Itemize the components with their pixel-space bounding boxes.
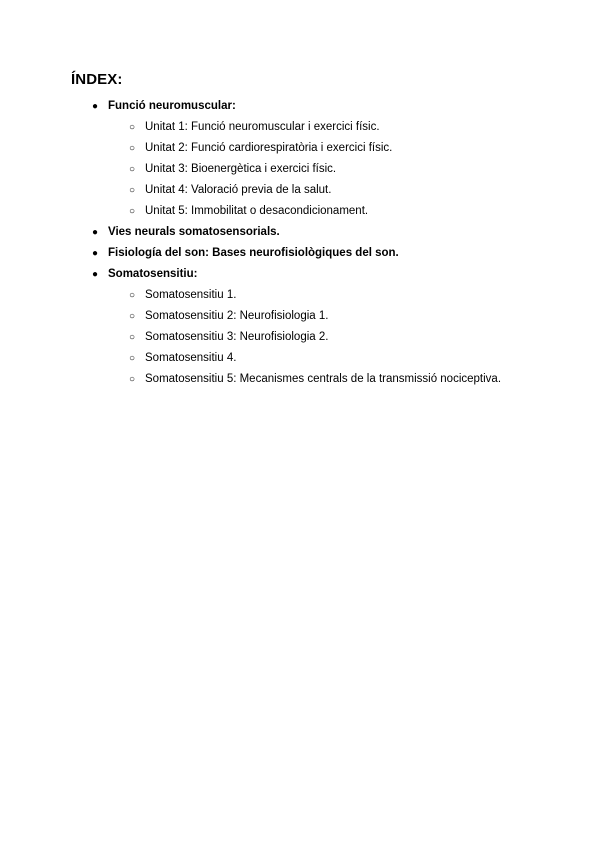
hollow-bullet-icon: ○: [128, 206, 136, 217]
section-item: [0, 264, 600, 285]
filled-bullet-icon: ●: [91, 269, 99, 280]
hollow-bullet-icon: ○: [128, 143, 136, 154]
subsection-item: [0, 306, 600, 327]
subsection-item: [0, 369, 600, 390]
filled-bullet-icon: ●: [91, 248, 99, 259]
index-title: ÍNDEX:: [71, 71, 123, 88]
subsection-item: [0, 327, 600, 348]
section-label: Funció neuromuscular:: [108, 100, 236, 112]
subsection-label: Somatosensitiu 2: Neurofisiologia 1.: [145, 310, 329, 322]
subsection-label: Somatosensitiu 4.: [145, 352, 237, 364]
subsection-label: Unitat 1: Funció neuromuscular i exercici físic.: [145, 121, 380, 133]
subsection-item: [0, 348, 600, 369]
subsection-label: Somatosensitiu 3: Neurofisiologia 2.: [145, 331, 329, 343]
subsection-label: Unitat 2: Funció cardiorespiratòria i exercici físic.: [145, 142, 393, 154]
section-item: [0, 243, 600, 264]
subsection-item: [0, 117, 600, 138]
subsection-label: Somatosensitiu 5: Mecanismes centrals de la transmissió nociceptiva.: [145, 373, 502, 385]
hollow-bullet-icon: ○: [128, 185, 136, 196]
subsection-item: [0, 159, 600, 180]
index-list: [0, 96, 600, 390]
filled-bullet-icon: ●: [91, 101, 99, 112]
hollow-bullet-icon: ○: [128, 311, 136, 322]
subsection-item: [0, 201, 600, 222]
hollow-bullet-icon: ○: [128, 164, 136, 175]
hollow-bullet-icon: ○: [128, 290, 136, 301]
filled-bullet-icon: ●: [91, 227, 99, 238]
subsection-item: [0, 180, 600, 201]
section-label: Somatosensitiu:: [108, 268, 198, 280]
section-label: Vies neurals somatosensorials.: [108, 226, 280, 238]
section-item: [0, 222, 600, 243]
subsection-label: Somatosensitiu 1.: [145, 289, 237, 301]
subsection-item: [0, 138, 600, 159]
section-label: Fisiología del son: Bases neurofisiològiques del son.: [108, 247, 399, 259]
subsection-label: Unitat 3: Bioenergètica i exercici físic.: [145, 163, 337, 175]
hollow-bullet-icon: ○: [128, 374, 136, 385]
hollow-bullet-icon: ○: [128, 332, 136, 343]
subsection-label: Unitat 5: Immobilitat o desacondicionament.: [145, 205, 369, 217]
section-item: [0, 96, 600, 117]
hollow-bullet-icon: ○: [128, 122, 136, 133]
subsection-label: Unitat 4: Valoració previa de la salut.: [145, 184, 332, 196]
hollow-bullet-icon: ○: [128, 353, 136, 364]
subsection-item: [0, 285, 600, 306]
